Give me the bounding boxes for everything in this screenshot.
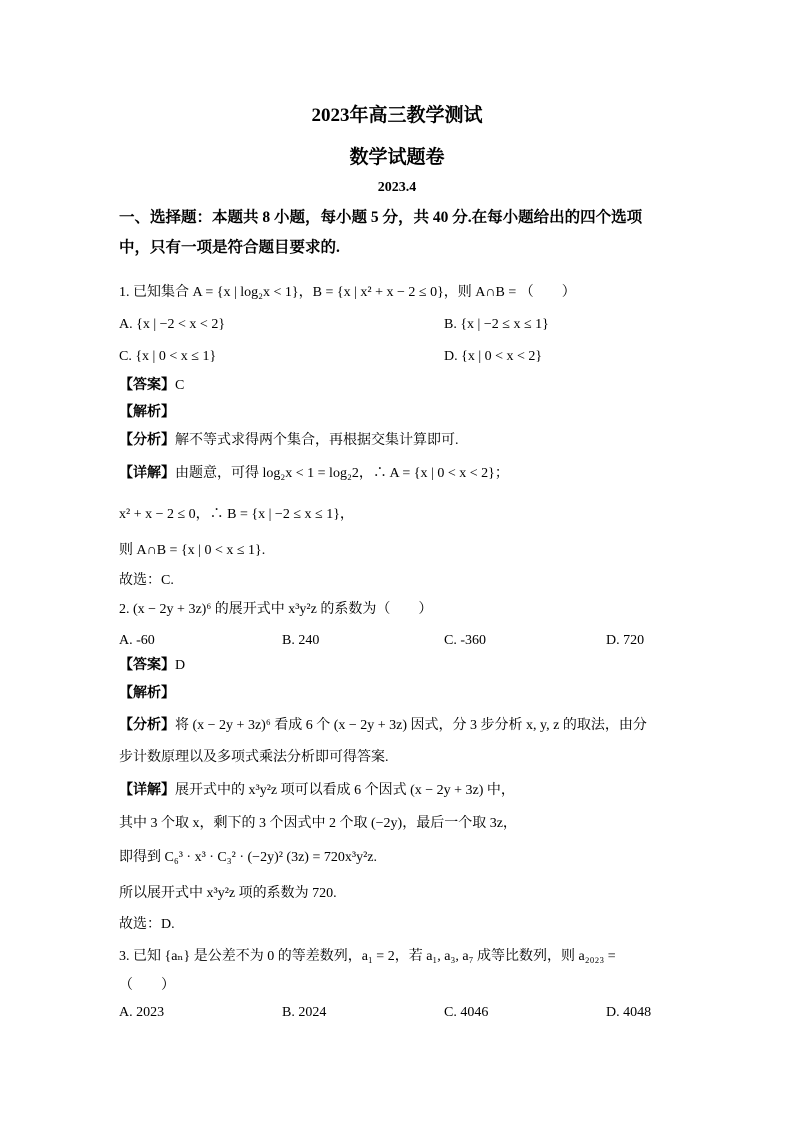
q1-option-d: D. {x | 0 < x < 2} xyxy=(444,349,543,364)
q2-choose: 故选：D. xyxy=(119,917,175,932)
q3-option-c: C. 4046 xyxy=(444,1005,489,1020)
q1-xiangjie-tag: 【详解】 xyxy=(119,466,175,481)
q2-answer: D xyxy=(175,658,186,673)
q1-answer-row xyxy=(119,376,184,396)
q1-fenxi: 解不等式求得两个集合，再根据交集计算即可. xyxy=(175,433,459,448)
q2-xiangjie-line3: 即得到 C₆³ · x³ · C₃² · (−2y)² (3z) = 720x³y²z. xyxy=(119,850,377,865)
q1-answer-tag: 【答案】 xyxy=(119,378,175,393)
q1-fenxi-tag: 【分析】 xyxy=(119,433,175,448)
q2-analysis-tag: 【解析】 xyxy=(119,686,175,701)
q1-xiangjie-row xyxy=(119,464,509,484)
page-date: 2023.4 xyxy=(377,180,417,195)
section-heading-line2: 中，只有一项是符合题目要求的. xyxy=(119,239,340,256)
q2-fenxi-row xyxy=(119,716,647,736)
q1-choose: 故选：C. xyxy=(119,573,174,588)
q2-xiangjie-line2: 其中 3 个取 x，剩下的 3 个因式中 2 个取 (−2y)，最后一个取 3z， xyxy=(119,816,517,831)
q2-answer-row xyxy=(119,656,185,676)
q3-option-d: D. 4048 xyxy=(606,1005,652,1020)
q2-xiangjie-row xyxy=(119,781,515,801)
q2-xiangjie-tag: 【详解】 xyxy=(119,783,175,798)
q2-xiangjie-line4: 所以展开式中 x³y²z 项的系数为 720. xyxy=(119,886,337,901)
q1-option-b: B. {x | −2 ≤ x ≤ 1} xyxy=(444,317,549,332)
q1-stem: 1. 已知集合 A = {x | log₂x < 1}，B = {x | x² + x − 2 ≤ 0}，则 A∩B = （ ） xyxy=(119,285,576,300)
q3-option-b: B. 2024 xyxy=(282,1005,327,1020)
q1-fenxi-row xyxy=(119,431,459,451)
q1-analysis-tag: 【解析】 xyxy=(119,405,175,420)
q3-stem-line2: （ ） xyxy=(119,978,175,993)
q2-answer-tag: 【答案】 xyxy=(119,658,175,673)
q1-xiangjie-line1: 由题意，可得 log₂x < 1 = log₂2，∴ A = {x | 0 < x < 2}； xyxy=(175,466,509,481)
section-heading-line1: 一、选择题：本题共 8 小题，每小题 5 分，共 40 分.在每小题给出的四个选项 xyxy=(119,209,643,226)
q1-answer: C xyxy=(175,378,185,393)
q2-fenxi-tag: 【分析】 xyxy=(119,718,175,733)
q1-xiangjie-line3: 则 A∩B = {x | 0 < x ≤ 1}. xyxy=(119,543,266,558)
q2-fenxi-line2: 步计数原理以及多项式乘法分析即可得答案. xyxy=(119,750,389,765)
q2-fenxi-line1: 将 (x − 2y + 3z)⁶ 看成 6 个 (x − 2y + 3z) 因式，分 3 步分析 x, y, z 的取法，由分 xyxy=(175,718,647,733)
q2-option-d: D. 720 xyxy=(606,633,645,648)
q2-option-a: A. -60 xyxy=(119,633,155,648)
q2-xiangjie-line1: 展开式中的 x³y²z 项可以看成 6 个因式 (x − 2y + 3z) 中， xyxy=(175,783,515,798)
q2-stem: 2. (x − 2y + 3z)⁶ 的展开式中 x³y²z 的系数为（ ） xyxy=(119,602,433,617)
page-title: 2023年高三教学测试 xyxy=(311,105,483,126)
q2-option-b: B. 240 xyxy=(282,633,320,648)
q3-stem: 3. 已知 {aₙ} 是公差不为 0 的等差数列，a₁ = 2，若 a₁, a₃, a₇ 成等比数列，则 a₂₀₂₃ = xyxy=(119,949,616,964)
q2-option-c: C. -360 xyxy=(444,633,486,648)
q1-option-a: A. {x | −2 < x < 2} xyxy=(119,317,226,332)
page-subtitle: 数学试题卷 xyxy=(349,147,445,168)
q1-option-c: C. {x | 0 < x ≤ 1} xyxy=(119,349,217,364)
q3-option-a: A. 2023 xyxy=(119,1005,165,1020)
q1-xiangjie-line2: x² + x − 2 ≤ 0，∴ B = {x | −2 ≤ x ≤ 1}， xyxy=(119,507,354,522)
